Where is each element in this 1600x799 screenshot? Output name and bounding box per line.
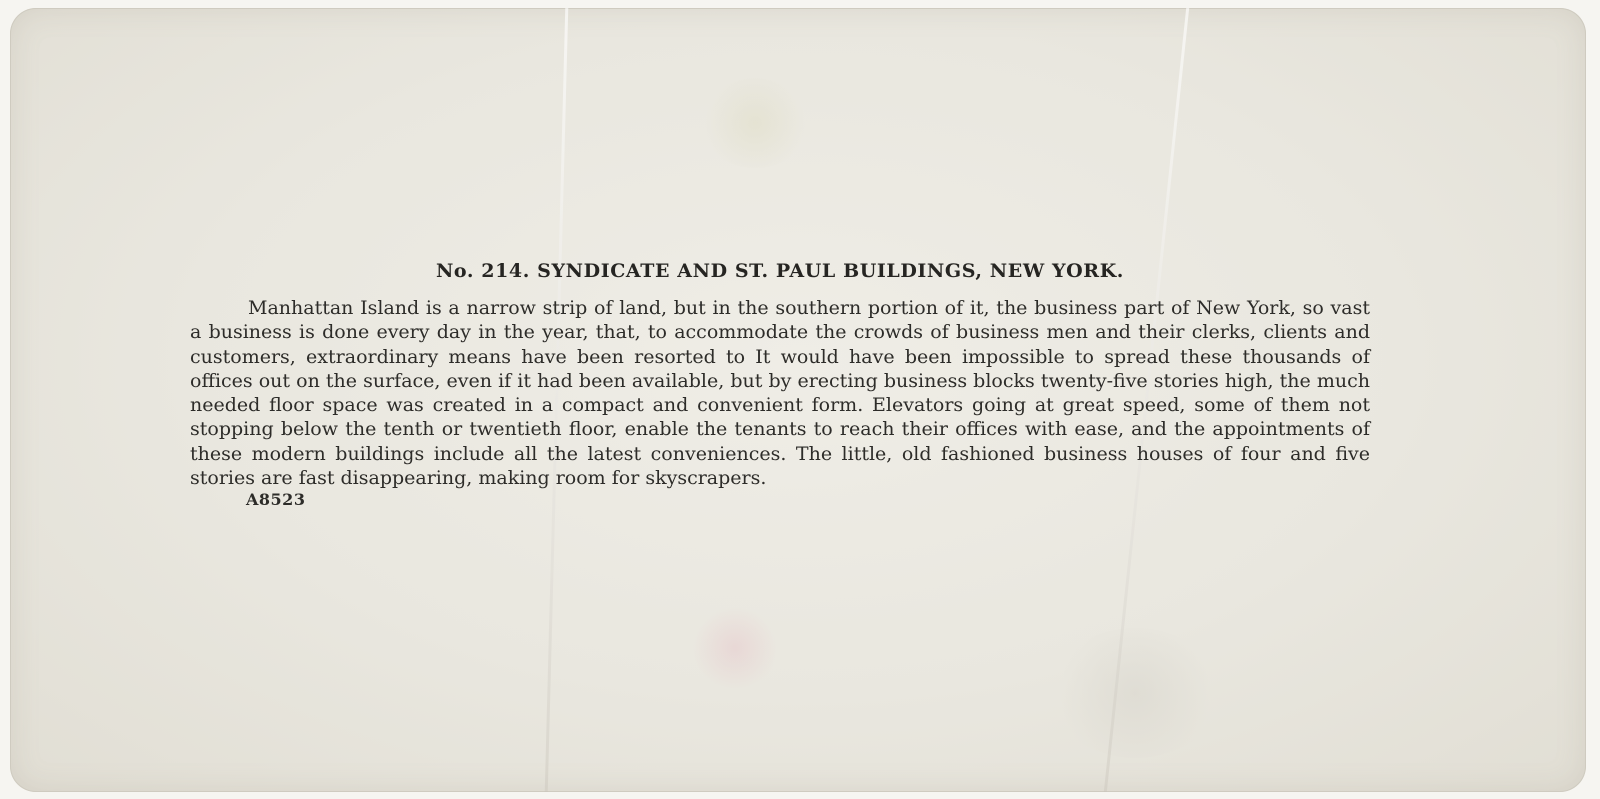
description-block: [190, 260, 1370, 509]
card-title: No. 214. SYNDICATE AND ST. PAUL BUILDINGS, NEW YORK.: [435, 260, 1125, 282]
paper-stain: [690, 608, 780, 688]
stereoview-card-back: [10, 8, 1586, 792]
paper-stain: [700, 78, 810, 168]
catalog-code: A8523: [246, 490, 306, 510]
card-description: Manhattan Island is a narrow strip of land, but in the southern portion of it, the business part of New York, so vast a business is done every day in the year, that, to accommodate the crowds of business men and their clerks, clients and customers, extraordinary means have been resorted to It would have been impossible to spread these thousands of offices out on the surface, even if it had been available, but by erecting business blocks twenty-five stories high, the much needed floor space was created in a compact and convenient form. Elevators going at great speed, some of them not stopping below the tenth or twentieth floor, enable the tenants to reach their offices with ease, and the appointments of these modern buildings include all the latest conveniences. The little, old fashioned business houses of four and five stories are fast disappearing, making room for skyscrapers.: [190, 297, 1370, 490]
paper-stain: [1050, 628, 1220, 758]
